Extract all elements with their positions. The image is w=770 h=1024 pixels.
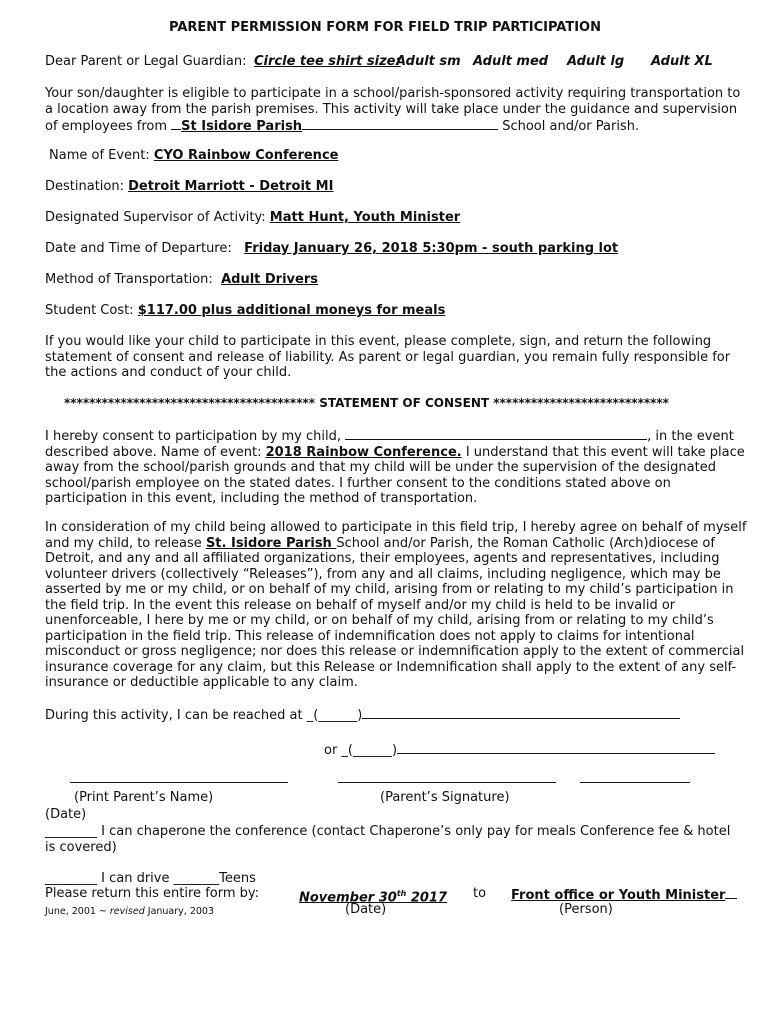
consent-line: away from the school/parish grounds and that my child will be under the supervision of the designated bbox=[45, 460, 716, 475]
shirt-size-label: Circle tee shirt size: bbox=[254, 54, 401, 69]
release-line: volunteer drivers (collectively “Releases”), from any and all claims, including negligence, which may be bbox=[45, 566, 721, 582]
release-line: insurance or deductible applicable to any claim. bbox=[45, 675, 358, 690]
chaperone-line[interactable]: ________ I can chaperone the conference (contact Chaperone’s only pay for meals Conference fee & hotel bbox=[45, 824, 731, 839]
field-value: Detroit Marriott - Detroit MI bbox=[128, 179, 334, 194]
shirt-size-lg[interactable]: Adult lg bbox=[567, 54, 625, 69]
consent-text: , in the event bbox=[647, 429, 734, 444]
intro-line: Your son/daughter is eligible to participate in a school/parish-sponsored activity requiring transportation to bbox=[45, 86, 741, 101]
phone-secondary-blank[interactable] bbox=[397, 741, 715, 754]
date-line[interactable] bbox=[580, 782, 690, 783]
release-line: unenforceable, I here by me or my child, or on behalf of my child, arising from or relating to my child’s bbox=[45, 613, 714, 628]
return-date-text: November 30 bbox=[299, 890, 397, 906]
field-label: Method of Transportation: bbox=[45, 272, 213, 287]
field-departure bbox=[45, 241, 618, 257]
instruction-paragraph bbox=[45, 334, 731, 381]
release-line: In consideration of my child being allowed to participate in this field trip, I hereby agree on behalf of myself bbox=[45, 520, 747, 535]
footer-text: January, 2003 bbox=[144, 906, 215, 917]
return-date-year: 2017 bbox=[406, 890, 448, 906]
to-label: to bbox=[473, 886, 487, 901]
field-label: Name of Event: bbox=[49, 148, 150, 163]
field-value: CYO Rainbow Conference bbox=[153, 148, 339, 163]
print-name-line[interactable] bbox=[70, 782, 288, 783]
field-destination bbox=[45, 179, 333, 195]
field-value: Friday January 26, 2018 5:30pm - south parking lot bbox=[244, 241, 619, 256]
date-caption: (Date) bbox=[345, 902, 387, 917]
consent-line: participation in this event, including the method of transportation. bbox=[45, 491, 478, 506]
release-line bbox=[45, 536, 727, 552]
shirt-size-med[interactable]: Adult med bbox=[473, 54, 549, 69]
reach-line bbox=[45, 706, 680, 724]
intro-line: a location away from the parish premises. This activity will take place under the guidance and supervision bbox=[45, 101, 738, 117]
return-person bbox=[511, 886, 737, 904]
intro-parish-blank[interactable] bbox=[302, 117, 498, 130]
consent-paragraph bbox=[45, 427, 745, 507]
return-label: Please return this entire form by: bbox=[45, 886, 260, 901]
date-label: (Date) bbox=[45, 807, 87, 822]
intro-line3-suffix: School and/or Parish. bbox=[498, 119, 640, 134]
release-line: misconduct or gross negligence; nor does this release or indemnification apply to the extent of commercial bbox=[45, 644, 745, 659]
field-label: Designated Supervisor of Activity: bbox=[45, 210, 266, 225]
field-value: Matt Hunt, Youth Minister bbox=[269, 210, 461, 225]
footer-text: June, 2001 ~ bbox=[45, 906, 110, 917]
chaperone-line: is covered) bbox=[45, 839, 117, 855]
consent-line bbox=[45, 444, 745, 461]
consent-event-name: 2018 Rainbow Conference. bbox=[265, 444, 462, 460]
shirt-size-sm[interactable]: Adult sm bbox=[396, 54, 461, 69]
footer-note bbox=[45, 904, 214, 920]
release-parish: St. Isidore Parish bbox=[205, 535, 337, 551]
release-text: School and/or Parish, the Roman Catholic (Arch)diocese of bbox=[336, 535, 715, 551]
instruction-line: If you would like your child to participate in this event, please complete, sign, and return the following bbox=[45, 334, 712, 349]
field-cost bbox=[45, 303, 445, 319]
consent-line bbox=[45, 427, 734, 445]
phone-primary-blank[interactable] bbox=[362, 706, 680, 719]
field-value: $117.00 plus additional moneys for meals bbox=[137, 303, 446, 318]
reach-label: During this activity, I can be reached at _(______) bbox=[45, 708, 363, 723]
shirt-size-xl[interactable]: Adult XL bbox=[651, 54, 713, 69]
field-transportation bbox=[45, 272, 318, 288]
form-title: PARENT PERMISSION FORM FOR FIELD TRIP PARTICIPATION bbox=[169, 20, 601, 35]
release-text: and my child, to release bbox=[45, 535, 206, 551]
or-label: or _(______) bbox=[324, 743, 398, 758]
or-line bbox=[324, 741, 715, 759]
release-paragraph bbox=[45, 520, 747, 691]
intro-line3-prefix: of employees from bbox=[45, 119, 172, 134]
instruction-line: the actions and conduct of your child. bbox=[45, 365, 292, 380]
return-person-text: Front office or Youth Minister bbox=[511, 888, 726, 903]
child-name-blank[interactable] bbox=[345, 427, 647, 440]
signature-label: (Parent’s Signature) bbox=[380, 790, 510, 805]
intro-paragraph bbox=[45, 86, 741, 135]
salutation: Dear Parent or Legal Guardian: bbox=[45, 54, 247, 69]
consent-text: I hereby consent to participation by my child, bbox=[45, 429, 346, 444]
release-line: insurance coverage for any claim, but this Release or Indemnification shall apply to the extent of any self- bbox=[45, 659, 737, 675]
field-label: Destination: bbox=[45, 179, 124, 194]
signature-line[interactable] bbox=[338, 782, 556, 783]
consent-heading: **************************************** STATEMENT OF CONSENT **************************** bbox=[64, 396, 669, 410]
field-label: Date and Time of Departure: bbox=[45, 241, 232, 256]
field-event bbox=[49, 148, 338, 164]
consent-line: school/parish employee on the stated dates. I further consent to the conditions stated above on bbox=[45, 475, 671, 491]
instruction-line: statement of consent and release of liability. As parent or legal guardian, you remain fully responsible for bbox=[45, 349, 731, 365]
person-caption: (Person) bbox=[559, 902, 613, 917]
field-label: Student Cost: bbox=[45, 303, 134, 318]
drive-line[interactable]: ________ I can drive _______Teens bbox=[45, 871, 256, 886]
chaperone-paragraph bbox=[45, 824, 731, 855]
return-date-sup: th bbox=[396, 889, 407, 898]
release-line: asserted by me or my child, or on behalf of my child, arising from or relating to my child’s participation in bbox=[45, 582, 734, 597]
footer-revised: revised bbox=[109, 906, 145, 917]
field-value: Adult Drivers bbox=[221, 272, 318, 287]
intro-line bbox=[45, 117, 727, 135]
consent-text: I understand that this event will take place bbox=[461, 444, 745, 460]
print-name-label: (Print Parent’s Name) bbox=[74, 790, 214, 805]
intro-parish: St Isidore Parish bbox=[181, 119, 303, 134]
release-line: Detroit, and any and all affiliated organizations, their employees, agents and representatives, including bbox=[45, 551, 720, 566]
release-line: participation in the field trip. This release of indemnification does not apply to claims for intentional bbox=[45, 628, 695, 644]
field-supervisor bbox=[45, 210, 460, 226]
release-line: the field trip. In the event this release on behalf of myself and/or my child is held to be invalid or bbox=[45, 597, 676, 613]
consent-text: described above. Name of event: bbox=[45, 444, 266, 460]
